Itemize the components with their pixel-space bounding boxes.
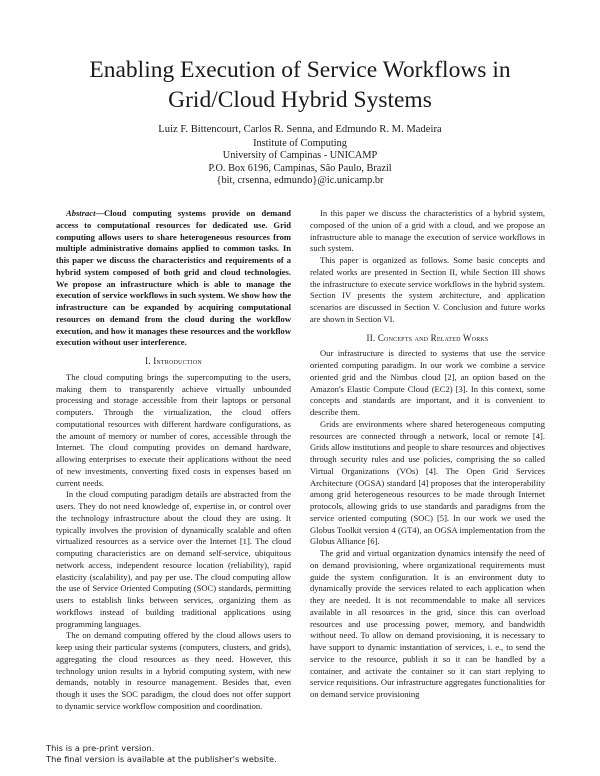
affiliation-address: P.O. Box 6196, Campinas, São Paulo, Brazil: [208, 162, 392, 174]
author-block: [0, 124, 600, 188]
preprint-note: [46, 743, 277, 765]
concepts-paragraph-3: The grid and virtual organization dynamics intensify the need of on demand provisioning, where organizational requirements must guide the system configuration. It is an environment duty to dynamically provide the services related to each application when they are needed. It is not recommendable to make all services available in all resources in the grid, since this can overload resources and use processing power, memory, and bandwidth without need. To allow on demand provisioning, it is necessary to have support to dynamic instantiation of services, i. e., to send the service to the resource, publish it so it can be handled by a container, and activate the container so it can start replying to service requisitions. Our infrastructure aggregates functionalities for on demand service provisioning: [310, 548, 545, 699]
paper-title: [0, 55, 600, 115]
intro-paragraph-5: This paper is organized as follows. Some basic concepts and related works are presented in Section II, while Section III shows the infrastructure to execute service workflows in the hybrid system. Section IV presents the system architecture, and application scenarios are discussed in Section V. Conclusion and future works are shown in Section VI.: [310, 255, 545, 324]
section-heading-concepts: II. Concepts and Related Works: [366, 332, 489, 343]
preprint-note-line-2: The final version is available at the publisher's website.: [46, 754, 277, 764]
intro-paragraph-2: In the cloud computing paradigm details are abstracted from the users. They do not need knowledge of, expertise in, or control over the technology infrastructure about the cloud they are using. It typically involves the provision of dynamically scalable and often virtualized resources as a service over the Internet [1]. The cloud computing characteristics are on demand self-service, ubiquitous network access, independent resource location (reliability), rapid elasticity (scalability), and pay per use. The cloud computing allow the use of Service Oriented Computing (SOC) standards, permitting users to establish links between services, organizing them as workflows instead of building traditional applications using programming languages.: [56, 489, 291, 629]
abstract-body: —Cloud computing systems provide on demand access to computational resources for dedicated use. Grid computing allows users to share heterogeneous resources from multiple administrative domains applied to common tasks. In this paper we discuss the characteristics and requirements of a hybrid system composed of both grid and cloud technologies. We propose an infrastructure which is able to manage the execution of service workflows in such system. We show how the infrastructure can be expanded by acquiring computational resources on demand from the cloud during the workflow execution, and how it manages these resources and the workflow execution without user interference.: [56, 208, 291, 348]
left-column: [56, 208, 291, 713]
section-heading-introduction: I. Introduction: [145, 356, 202, 366]
preprint-note-line-1: This is a pre-print version.: [46, 743, 155, 753]
abstract: [56, 208, 291, 349]
intro-paragraph-3: The on demand computing offered by the cloud allows users to keep using their particular systems (computers, clusters, and grids), aggregating the cloud resources as they need. However, this technology union results in a hybrid computing system, with new demands, notably in resource management. Besides that, even though it uses the SOC paradigm, the cloud does not offer support to dynamic service workflow composition and coordination.: [56, 630, 291, 711]
title-line-1: Enabling Execution of Service Workflows in: [89, 57, 511, 83]
right-column: [310, 208, 545, 701]
author-names: Luiz F. Bittencourt, Carlos R. Senna, and Edmundo R. M. Madeira: [158, 124, 442, 135]
concepts-paragraph-2: Grids are environments where shared heterogeneous computing resources are connected through a network, local or remote [4]. Grids allow institutions and people to share resources and objectives through security rules and use policies, comprising the so called Virtual Organizations (VOs) [4]. The Open Grid Services Architecture (OGSA) standard [4] proposes that the interoperability among grid heterogeneous resources to be made through Internet protocols, allowing grids to use standards and paradigms from the service oriented computing (SOC) [5]. In our work we used the Globus Toolkit version 4 (GT4), an OGSA implementation from the Globus Alliance [6].: [310, 418, 545, 547]
affiliation-university: University of Campinas - UNICAMP: [222, 150, 378, 162]
affiliation-emails: {bit, crsenna, edmundo}@ic.unicamp.br: [216, 175, 384, 187]
affiliation-institute: Institute of Computing: [253, 137, 347, 149]
intro-paragraph-1: The cloud computing brings the supercomputing to the users, making them to transparently achieve virtually unbounded processing and storage accessible from their laptops or personal computers. Through the virtualization, the cloud offers computational resources with different hardware configurations, as the amount of memory or number of cores, accessible through the Internet. The cloud computing provides on demand hardware, allowing enterprises to execute their applications without the need of new investments, converting fixed costs in expenses based on current needs.: [56, 371, 291, 488]
title-line-2: Grid/Cloud Hybrid Systems: [168, 87, 432, 113]
abstract-label: Abstract: [66, 208, 96, 218]
intro-paragraph-4: In this paper we discuss the characteristics of a hybrid system, composed of the union of a grid with a cloud, and we propose an infrastructure able to manage the execution of service workflows in such system.: [310, 208, 545, 254]
concepts-paragraph-1: Our infrastructure is directed to systems that use the service oriented computing paradigm. In our work we combine a service oriented grid and the Nimbus cloud [2], an option based on the Amazon's Elastic Compute Cloud (EC2) [3]. In this context, some concepts and standards are important, and it is convenient to describe them.: [310, 348, 545, 417]
